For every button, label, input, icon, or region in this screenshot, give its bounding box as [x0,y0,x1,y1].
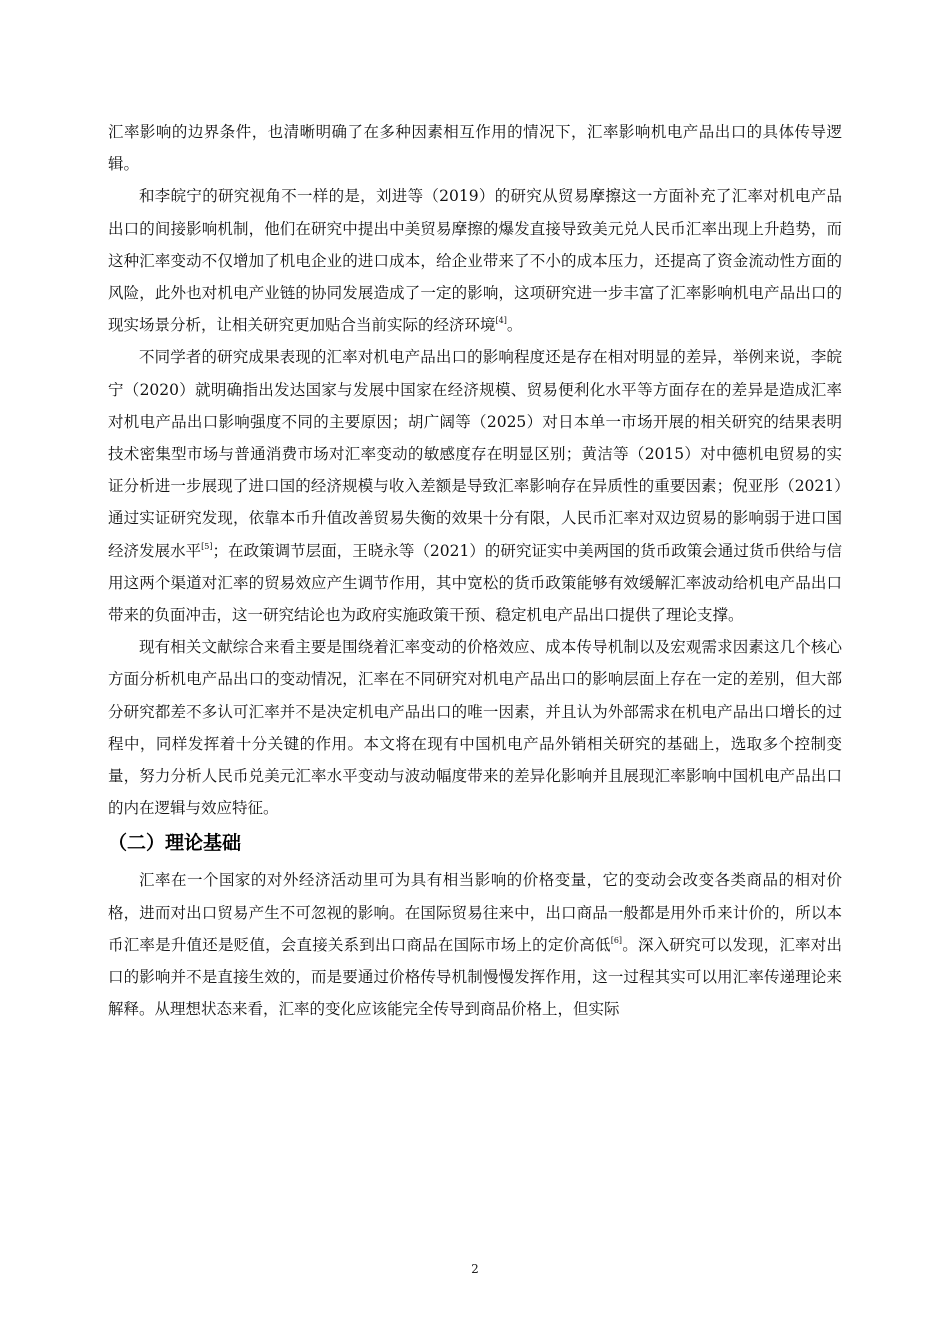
paragraph-theory [108,864,842,1025]
paragraph-continued [108,116,842,180]
paragraph-text: 。 [506,316,523,335]
citation-ref: [4] [495,316,507,326]
citation-ref: [5] [201,541,213,551]
section-heading: （二）理论基础 [108,832,242,855]
paragraph-text: 现有相关文献综合来看主要是围绕着汇率变动的价格效应、成本传导机制以及宏观需求因素这几个核心方面分析机电产品出口的变动情况，汇率在不同研究对机电产品出口的影响层面上存在一定的差别，但大部分研究都差不多认可汇率并不是决定机电产品出口的唯一因素，并且认为外部需求在机电产品出口增长的过程中，同样发挥着十分关键的作用。本文将在现有中国机电产品外销相关研究的基础上，选取多个控制变量，努力分析人民币兑美元汇率水平变动与波动幅度带来的差异化影响并且展现汇率影响中国机电产品出口的内在逻辑与效应特征。 [108,638,842,818]
paragraph-text: ；在政策调节层面，王晓永等（2021）的研究证实中美两国的货币政策会通过货币供给与信用这两个渠道对汇率的贸易效应产生调节作用，其中宽松的货币政策能够有效缓解汇率波动给机电产品出口带来的负面冲击，这一研究结论也为政府实施政策干预、稳定机电产品出口提供了理论支撑。 [108,541,842,625]
paragraph-text: 汇率在一个国家的对外经济活动里可为具有相当影响的价格变量，它的变动会改变各类商品的相对价格，进而对出口贸易产生不可忽视的影响。在国际贸易往来中，出口商品一般都是用外币来计价的，所以本币汇率是升值还是贬值，会直接关系到出口商品在国际市场上的定价高低 [108,871,842,954]
paragraph-text: 和李皖宁的研究视角不一样的是，刘进等（2019）的研究从贸易摩擦这一方面补充了汇率对机电产品出口的间接影响机制，他们在研究中提出中美贸易摩擦的爆发直接导致美元兑人民币汇率出现上升趋势，而这种汇率变动不仅增加了机电企业的进口成本，给企业带来了不小的成本压力，还提高了资金流动性方面的风险，此外也对机电产业链的协同发展造成了一定的影响，这项研究进一步丰富了汇率影响机电产品出口的现实场景分析，让相关研究更加贴合当前实际的经济环境 [108,187,842,335]
paragraph-summary [108,631,842,824]
citation-ref: [6] [610,935,623,945]
paragraph-heterogeneity [108,341,842,631]
paragraph-text: 汇率影响的边界条件，也清晰明确了在多种因素相互作用的情况下，汇率影响机电产品出口的具体传导逻辑。 [108,123,842,174]
paragraph-text: 不同学者的研究成果表现的汇率对机电产品出口的影响程度还是存在相对明显的差异，举例来说，李皖宁（2020）就明确指出发达国家与发展中国家在经济规模、贸易便利化水平等方面存在的差异是造成汇率对机电产品出口影响强度不同的主要原因；胡广阔等（2025）对日本单一市场开展的相关研究的结果表明技术密集型市场与普通消费市场对汇率变动的敏感度存在明显区别；黄洁等（2015）对中德机电贸易的实证分析进一步展现了进口国的经济规模与收入差额是导致汇率影响存在异质性的重要因素；倪亚彤（2021）通过实证研究发现，依靠本币升值改善贸易失衡的效果十分有限，人民币汇率对双边贸易的影响弱于进口国经济发展水平 [108,348,842,560]
paragraph-text: 。深入研究可以发现，汇率对出口的影响并不是直接生效的，而是要通过价格传导机制慢慢发挥作用，这一过程其实可以用汇率传递理论来解释。从理想状态来看，汇率的变化应该能完全传导到商品价格上，但实际 [108,935,842,1019]
page-number: 2 [471,1262,479,1276]
body-text [108,116,842,1025]
paragraph-trade-friction [108,180,842,341]
